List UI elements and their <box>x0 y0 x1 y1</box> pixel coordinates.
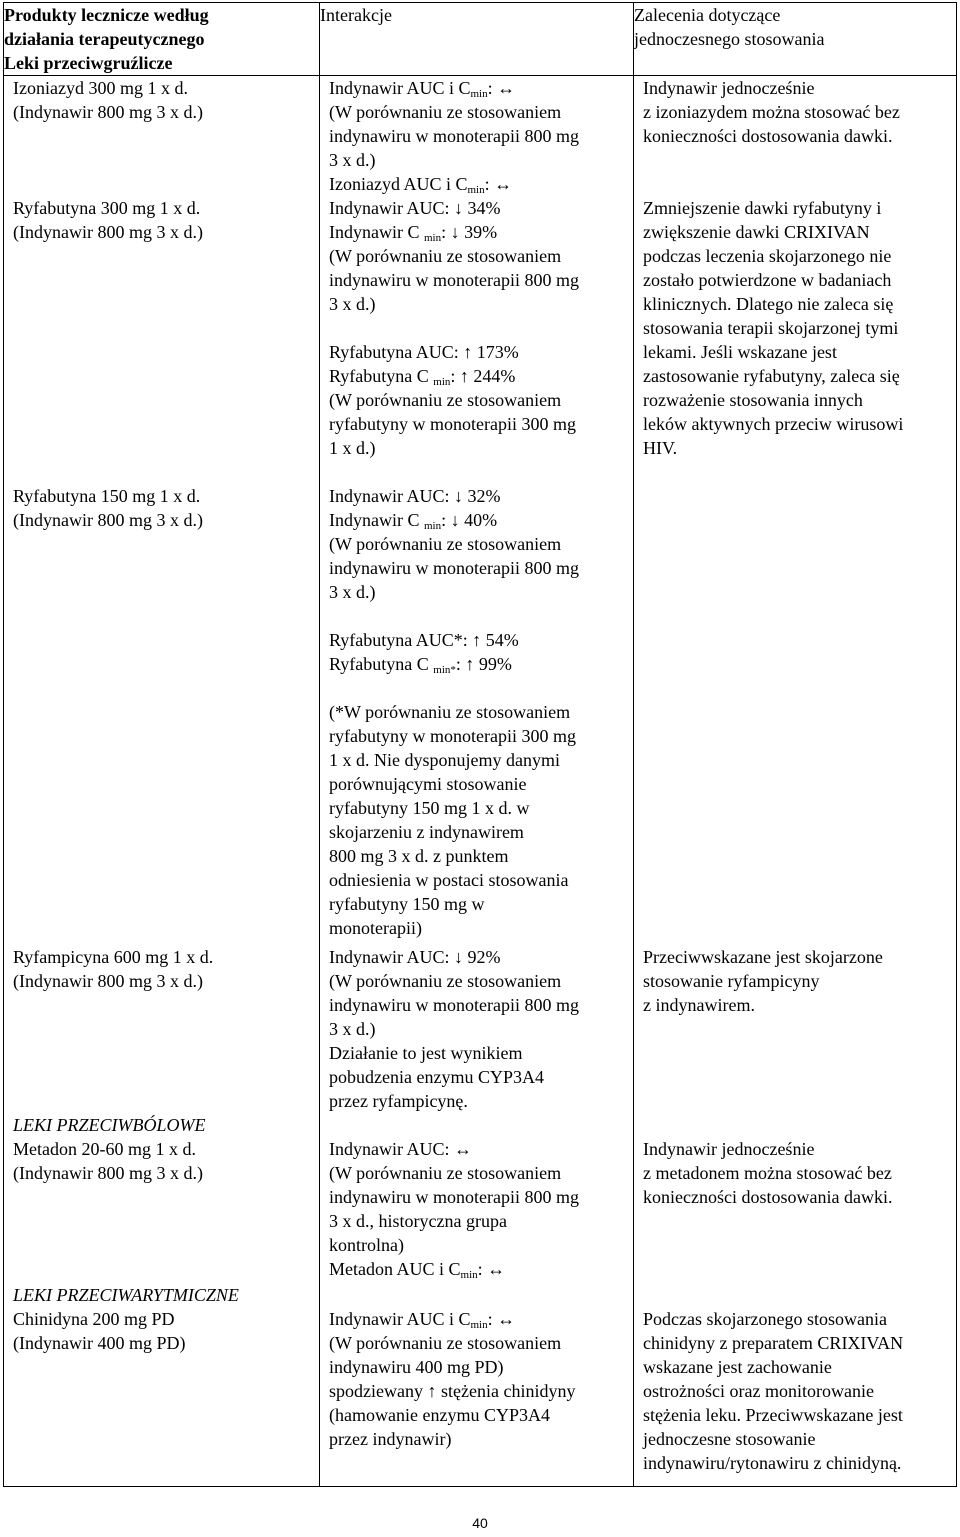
interaction-line: 3 x d., historyczna grupa <box>329 1211 507 1231</box>
interaction-line: indynawiru w monoterapii 800 mg <box>329 1187 579 1207</box>
header-interactions <box>320 3 634 76</box>
arrow-down-icon: ↓ <box>450 222 460 242</box>
recommendation-line: konieczności dostosowania dawki. <box>643 1187 893 1207</box>
header-drug-products <box>4 3 320 76</box>
drug-ryfampicyna <box>13 945 213 993</box>
interaction-line: (hamowanie enzymu CYP3A4 <box>329 1405 550 1425</box>
interaction-line: Indynawir AUC i $C_{min}$: ↔ <box>329 78 516 100</box>
drug-chinidyna <box>13 1283 239 1355</box>
drug-dose: (Indynawir 800 mg 3 x d.) <box>13 971 203 991</box>
footnote-line: 1 x d. Nie dysponujemy danymi <box>329 750 560 770</box>
header-category: Leki przeciwgruźlicze <box>4 53 173 73</box>
arrow-up-icon: ↑ <box>427 1381 437 1401</box>
interaction-chinidyna <box>329 1307 629 1451</box>
drug-dose: (Indynawir 800 mg 3 x d.) <box>13 222 203 242</box>
recommendation-line: leków aktywnych przeciw wirusowi <box>643 414 904 434</box>
drug-ryfabutyna-300 <box>13 196 203 244</box>
interaction-line: Działanie to jest wynikiem <box>329 1043 523 1063</box>
interaction-line: indynawiru w monoterapii 800 mg <box>329 126 579 146</box>
header-line: działania terapeutycznego <box>4 29 205 49</box>
recommendation-line: Indynawir jednocześnie <box>643 1139 815 1159</box>
recommendation-line: lekami. Jeśli wskazane jest <box>643 342 837 362</box>
interaction-line: indynawiru w monoterapii 800 mg <box>329 995 579 1015</box>
drug-dose: (Indynawir 800 mg 3 x d.) <box>13 510 203 530</box>
header-line: Interakcje <box>320 5 392 25</box>
recommendation-line: z metadonem można stosować bez <box>643 1163 892 1183</box>
recommendation-line: chinidyny z preparatem CRIXIVAN <box>643 1333 904 1353</box>
interaction-line: Ryfabutyna AUC: ↑ 173% <box>329 342 519 362</box>
drug-izoniazyd <box>13 76 203 124</box>
footnote-line: 800 mg 3 x d. z punktem <box>329 846 509 866</box>
interaction-line: Indynawir AUC i $C_{min}$: ↔ <box>329 1309 516 1331</box>
recommendation-line: zostało potwierdzone w badaniach <box>643 270 892 290</box>
bidirectional-arrow-icon: ↔ <box>454 1139 472 1159</box>
interaction-line: Ryfabutyna AUC*: ↑ 54% <box>329 630 519 650</box>
arrow-down-icon: ↓ <box>454 947 463 967</box>
interaction-line: (W porównaniu ze stosowaniem <box>329 971 562 991</box>
interaction-line: ryfabutyny w monoterapii 300 mg <box>329 414 576 434</box>
drug-name: Ryfabutyna 150 mg 1 x d. <box>13 486 201 506</box>
recommendation-chinidyna <box>643 1307 948 1475</box>
arrow-up-icon: ↑ <box>459 366 469 386</box>
bidirectional-arrow-icon: ↔ <box>497 78 516 98</box>
recommendation-line: jednoczesne stosowanie <box>643 1429 816 1449</box>
interaction-line: indynawiru 400 mg PD) <box>329 1357 504 1377</box>
interaction-line: Izoniazyd AUC i $C_{min}$: ↔ <box>329 174 513 196</box>
arrow-up-icon: ↑ <box>465 654 475 674</box>
interaction-line: Indynawir C $_{min}$: ↓ 39% <box>329 222 498 244</box>
interaction-line: (W porównaniu ze stosowaniem <box>329 1333 562 1353</box>
interaction-line: spodziewany ↑ stężenia chinidyny <box>329 1381 576 1401</box>
recommendation-line: wskazane jest zachowanie <box>643 1357 832 1377</box>
interaction-line: (W porównaniu ze stosowaniem <box>329 102 562 122</box>
recommendation-line: klinicznych. Dlatego nie zaleca się <box>643 294 894 314</box>
recommendation-ryfampicyna <box>643 945 948 1017</box>
page-number: 40 <box>472 1515 488 1531</box>
recommendation-line: z izoniazydem można stosować bez <box>643 102 900 122</box>
interaction-line: 3 x d.) <box>329 294 376 314</box>
recommendation-line: zwiększenie dawki CRIXIVAN <box>643 222 870 242</box>
interaction-line: (W porównaniu ze stosowaniem <box>329 1163 562 1183</box>
bidirectional-arrow-icon: ↔ <box>497 1309 516 1329</box>
interaction-line: Ryfabutyna C $_{min*}$: ↑ 99% <box>329 654 512 676</box>
category-label: LEKI PRZECIWARYTMICZNE <box>13 1285 239 1305</box>
interaction-metadon <box>329 1137 629 1281</box>
recommendation-line: indynawiru/rytonawiru z chinidyną. <box>643 1453 902 1473</box>
drug-dose: (Indynawir 800 mg 3 x d.) <box>13 102 203 122</box>
footnote-line: ryfabutyny 150 mg w <box>329 894 485 914</box>
recommendation-line: konieczności dostosowania dawki. <box>643 126 893 146</box>
category-label: LEKI PRZECIWBÓLOWE <box>13 1115 206 1135</box>
interaction-line: Indynawir AUC: ↓ 32% <box>329 486 501 506</box>
drug-ryfabutyna-150 <box>13 484 203 532</box>
header-line: jednoczesnego stosowania <box>634 29 825 49</box>
recommendation-line: rozważenie stosowania innych <box>643 390 863 410</box>
interaction-ryfabutyna-300 <box>329 196 629 460</box>
drug-column <box>4 76 320 1487</box>
header-line: Produkty lecznicze według <box>4 5 209 25</box>
recommendation-ryfabutyna <box>643 196 948 460</box>
interaction-line: Indynawir AUC: ↔ <box>329 1139 472 1159</box>
drug-name: Izoniazyd 300 mg 1 x d. <box>13 78 188 98</box>
interaction-line: (W porównaniu ze stosowaniem <box>329 246 562 266</box>
interaction-ryfabutyna-150 <box>329 484 629 940</box>
footnote-line: ryfabutyny w monoterapii 300 mg <box>329 726 576 746</box>
interaction-line: 3 x d.) <box>329 582 376 602</box>
interaction-line: 1 x d.) <box>329 438 376 458</box>
drug-dose: (Indynawir 800 mg 3 x d.) <box>13 1163 203 1183</box>
arrow-down-icon: ↓ <box>450 510 460 530</box>
recommendation-metadon <box>643 1137 948 1209</box>
interaction-line: przez indynawir) <box>329 1429 452 1449</box>
footnote-line: ryfabutyny 150 mg 1 x d. w <box>329 798 530 818</box>
footnote-line: skojarzeniu z indynawirem <box>329 822 524 842</box>
recommendation-line: zastosowanie ryfabutyny, zaleca się <box>643 366 900 386</box>
drug-name: Metadon 20-60 mg 1 x d. <box>13 1139 196 1159</box>
header-line: Zalecenia dotyczące <box>634 5 781 25</box>
table-header-row <box>4 3 957 76</box>
drug-name: Chinidyna 200 mg PD <box>13 1309 175 1329</box>
drug-name: Ryfampicyna 600 mg 1 x d. <box>13 947 214 967</box>
recommendation-line: stosowania terapii skojarzonej tymi <box>643 318 899 338</box>
drug-metadon <box>13 1113 206 1185</box>
footnote-line: (*W porównaniu ze stosowaniem <box>329 702 571 722</box>
drug-dose: (Indynawir 400 mg PD) <box>13 1333 186 1353</box>
arrow-up-icon: ↑ <box>463 342 473 362</box>
arrow-down-icon: ↓ <box>454 198 463 218</box>
bidirectional-arrow-icon: ↔ <box>494 174 513 194</box>
interaction-line: Indynawir AUC: ↓ 92% <box>329 947 501 967</box>
table-body-row <box>4 76 957 1487</box>
interaction-line: Indynawir AUC: ↓ 34% <box>329 198 501 218</box>
interaction-line: Metadon AUC i $C_{min}$: ↔ <box>329 1259 506 1281</box>
recommendation-line: ostrożności oraz monitorowanie <box>643 1381 874 1401</box>
interaction-line: Ryfabutyna C $_{min}$: ↑ 244% <box>329 366 516 388</box>
recommendation-line: Podczas skojarzonego stosowania <box>643 1309 887 1329</box>
bidirectional-arrow-icon: ↔ <box>487 1259 506 1279</box>
footnote-line: porównującymi stosowanie <box>329 774 527 794</box>
interaction-line: kontrolna) <box>329 1235 404 1255</box>
recommendation-line: stężenia leku. Przeciwwskazane jest <box>643 1405 903 1425</box>
recommendation-line: Zmniejszenie dawki ryfabutyny i <box>643 198 882 218</box>
interaction-line: przez ryfampicynę. <box>329 1091 468 1111</box>
recommendation-line: z indynawirem. <box>643 995 755 1015</box>
header-recommendations <box>634 3 957 76</box>
arrow-up-icon: ↑ <box>472 630 482 650</box>
interaction-line: pobudzenia enzymu CYP3A4 <box>329 1067 544 1087</box>
interaction-izoniazyd <box>329 76 629 196</box>
interaction-line: indynawiru w monoterapii 800 mg <box>329 270 579 290</box>
interaction-ryfampicyna <box>329 945 629 1113</box>
recommendation-line: Przeciwwskazane jest skojarzone <box>643 947 883 967</box>
interactions-table <box>3 2 957 1487</box>
drug-name: Ryfabutyna 300 mg 1 x d. <box>13 198 201 218</box>
recommendation-line: podczas leczenia skojarzonego nie <box>643 246 892 266</box>
interaction-line: 3 x d.) <box>329 1019 376 1039</box>
footnote-line: odniesienia w postaci stosowania <box>329 870 569 890</box>
arrow-down-icon: ↓ <box>454 486 463 506</box>
recommendation-line: stosowanie ryfampicyny <box>643 971 820 991</box>
recommendation-izoniazyd <box>643 76 948 148</box>
interaction-line: (W porównaniu ze stosowaniem <box>329 390 562 410</box>
interaction-line: indynawiru w monoterapii 800 mg <box>329 558 579 578</box>
recommendations-column <box>634 76 957 1487</box>
interaction-line: Indynawir C $_{min}$: ↓ 40% <box>329 510 498 532</box>
footnote-line: monoterapii) <box>329 918 422 938</box>
recommendation-line: Indynawir jednocześnie <box>643 78 815 98</box>
recommendation-line: HIV. <box>643 438 678 458</box>
interaction-line: 3 x d.) <box>329 150 376 170</box>
interactions-column <box>320 76 634 1487</box>
interaction-line: (W porównaniu ze stosowaniem <box>329 534 562 554</box>
